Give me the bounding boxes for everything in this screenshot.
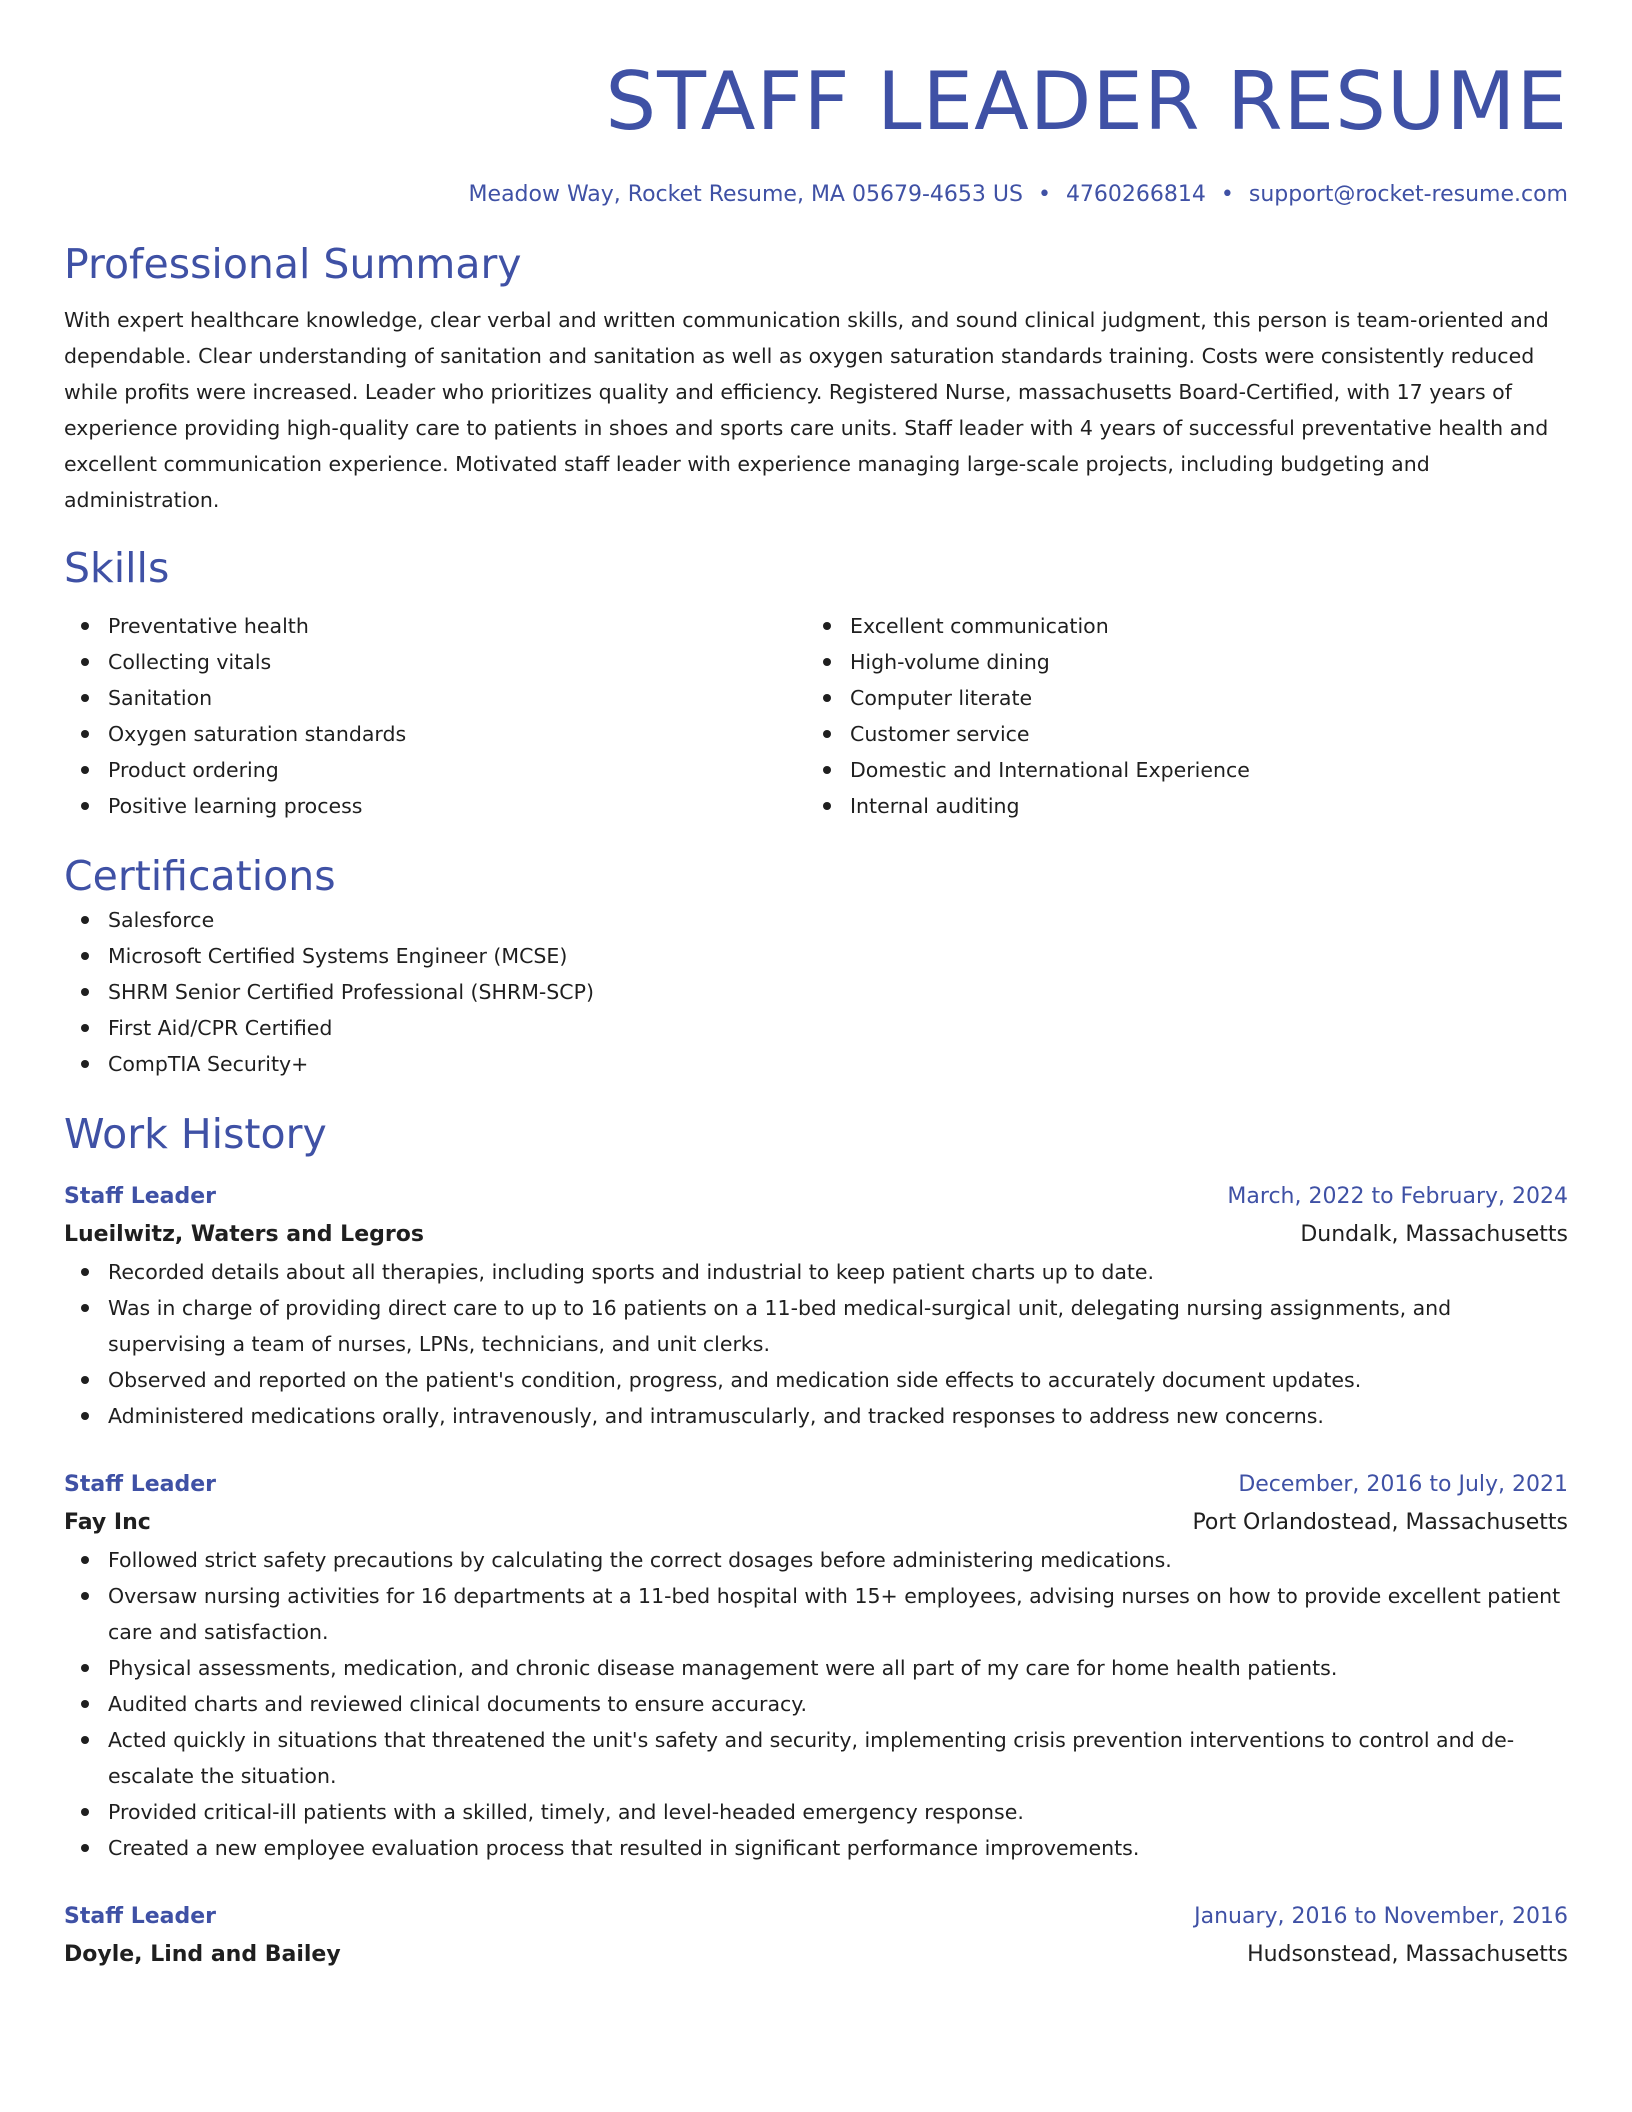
contact-line xyxy=(64,180,1568,210)
bullet-dot-icon xyxy=(81,1664,89,1672)
list-item-text: Followed strict safety precautions by calculating the correct dosages before administering medications. xyxy=(108,1548,1172,1572)
job-title: Staff Leader xyxy=(64,1184,216,1209)
bullet-dot-icon xyxy=(81,1412,89,1420)
list-item-text: Oversaw nursing activities for 16 departments at a 11-bed hospital with 15+ employees, advising nurses on how to provide excellent patient care and satisfaction. xyxy=(108,1584,1561,1644)
list-item-text: Audited charts and reviewed clinical documents to ensure accuracy. xyxy=(108,1692,808,1716)
bullet-dot-icon xyxy=(81,952,89,960)
jobs-container xyxy=(64,1178,1568,1974)
list-item xyxy=(64,788,806,824)
bullet-dot-icon xyxy=(81,1700,89,1708)
list-item xyxy=(806,716,1548,752)
job-duty-item xyxy=(64,1578,1568,1650)
list-item xyxy=(64,680,806,716)
skills-list-left xyxy=(64,608,806,824)
list-item-text: Provided critical-ill patients with a skilled, timely, and level-headed emergency response. xyxy=(108,1800,1024,1824)
list-item xyxy=(806,644,1548,680)
bullet-dot-icon xyxy=(81,658,89,666)
job-company-row xyxy=(64,1936,1568,1974)
list-item-text: CompTIA Security+ xyxy=(108,1052,309,1076)
list-item-text: High-volume dining xyxy=(850,650,1050,674)
section-title-certifications: Certifications xyxy=(64,852,336,900)
job-entry xyxy=(64,1898,1568,1974)
list-item xyxy=(64,752,806,788)
job-duty-item xyxy=(64,1650,1568,1686)
bullet-dot-icon xyxy=(81,1556,89,1564)
certifications-section xyxy=(64,850,1568,1082)
bullet-dot-icon xyxy=(81,1844,89,1852)
list-item-text: Created a new employee evaluation process that resulted in significant performance improvements. xyxy=(108,1836,1140,1860)
job-location: Dundalk, Massachusetts xyxy=(1300,1222,1568,1247)
job-title-row xyxy=(64,1466,1568,1504)
list-item-text: Collecting vitals xyxy=(108,650,272,674)
bullet-dot-icon xyxy=(81,1268,89,1276)
bullet-dot-icon xyxy=(81,1736,89,1744)
list-item xyxy=(64,1046,1568,1082)
bullet-dot-icon xyxy=(81,1592,89,1600)
job-duty-item xyxy=(64,1794,1568,1830)
list-item-text: First Aid/CPR Certified xyxy=(108,1016,333,1040)
bullet-dot-icon xyxy=(81,802,89,810)
bullet-dot-icon xyxy=(81,916,89,924)
job-dates: January, 2016 to November, 2016 xyxy=(1194,1904,1568,1929)
list-item xyxy=(806,752,1548,788)
job-company: Doyle, Lind and Bailey xyxy=(64,1942,341,1967)
contact-separator: • xyxy=(1037,182,1051,207)
bullet-dot-icon xyxy=(81,1376,89,1384)
bullet-dot-icon xyxy=(823,694,831,702)
contact-address: Meadow Way, Rocket Resume, MA 05679-4653 US xyxy=(468,182,1023,207)
list-item xyxy=(806,788,1548,824)
list-item xyxy=(64,644,806,680)
section-title-summary: Professional Summary xyxy=(64,240,522,288)
bullet-dot-icon xyxy=(81,730,89,738)
job-company: Lueilwitz, Waters and Legros xyxy=(64,1222,424,1247)
bullet-dot-icon xyxy=(823,730,831,738)
list-item xyxy=(806,680,1548,716)
job-duty-item xyxy=(64,1398,1568,1434)
job-duty-item xyxy=(64,1362,1568,1398)
job-title-row xyxy=(64,1178,1568,1216)
list-item xyxy=(64,608,806,644)
list-item-text: Observed and reported on the patient's condition, progress, and medication side effects to accurately document updates. xyxy=(108,1368,1362,1392)
job-duty-item xyxy=(64,1290,1568,1362)
list-item-text: Salesforce xyxy=(108,908,215,932)
bullet-dot-icon xyxy=(81,988,89,996)
bullet-dot-icon xyxy=(823,802,831,810)
summary-section xyxy=(64,238,1568,518)
bullet-dot-icon xyxy=(823,658,831,666)
job-dates: March, 2022 to February, 2024 xyxy=(1227,1184,1568,1209)
job-location: Hudsonstead, Massachusetts xyxy=(1247,1942,1568,1967)
list-item-text: Was in charge of providing direct care to up to 16 patients on a 11-bed medical-surgical unit, delegating nursing assignments, and supervising a team of nurses, LPNs, technicians, and unit clerks. xyxy=(108,1296,1452,1356)
section-title-work-history: Work History xyxy=(64,1110,327,1158)
bullet-dot-icon xyxy=(81,1304,89,1312)
job-entry xyxy=(64,1178,1568,1434)
resume-header xyxy=(64,0,1568,210)
summary-text: With expert healthcare knowledge, clear verbal and written communication skills, and sound clinical judgment, this person is team-oriented and dependable. Clear understanding of sanitation and sanitation as well as oxygen saturation standards training. Costs were consistently reduced while profits were increased. Leader who prioritizes quality and efficiency. Registered Nurse, massachusetts Board-Certified, with 17 years of experience providing high-quality care to patients in shoes and sports care units. Staff leader with 4 years of successful preventative health and excellent communication experience. Motivated staff leader with experience managing large-scale projects, including budgeting and administration. xyxy=(64,308,1549,512)
bullet-dot-icon xyxy=(81,622,89,630)
list-item-text: SHRM Senior Certified Professional (SHRM-SCP) xyxy=(108,980,594,1004)
section-title-skills: Skills xyxy=(64,544,170,592)
job-company: Fay Inc xyxy=(64,1510,151,1535)
bullet-dot-icon xyxy=(81,694,89,702)
list-item-text: Computer literate xyxy=(850,686,1033,710)
bullet-dot-icon xyxy=(81,1024,89,1032)
job-duties-list xyxy=(64,1542,1568,1866)
job-duty-item xyxy=(64,1254,1568,1290)
contact-separator: • xyxy=(1220,182,1234,207)
list-item-text: Domestic and International Experience xyxy=(850,758,1250,782)
job-title: Staff Leader xyxy=(64,1472,216,1497)
work-history-section xyxy=(64,1108,1568,1974)
resume-name: STAFF LEADER RESUME xyxy=(605,55,1568,148)
list-item-text: Customer service xyxy=(850,722,1030,746)
skills-list-right xyxy=(806,608,1548,824)
skills-grid xyxy=(64,608,1568,824)
list-item-text: Positive learning process xyxy=(108,794,363,818)
bullet-dot-icon xyxy=(81,1060,89,1068)
job-location: Port Orlandostead, Massachusetts xyxy=(1192,1510,1568,1535)
list-item-text: Product ordering xyxy=(108,758,279,782)
job-duty-item xyxy=(64,1542,1568,1578)
list-item-text: Microsoft Certified Systems Engineer (MCSE) xyxy=(108,944,568,968)
job-title: Staff Leader xyxy=(64,1904,216,1929)
list-item xyxy=(64,716,806,752)
bullet-dot-icon xyxy=(823,766,831,774)
list-item-text: Physical assessments, medication, and chronic disease management were all part of my care for home health patients. xyxy=(108,1656,1338,1680)
skills-section xyxy=(64,542,1568,824)
list-item-text: Oxygen saturation standards xyxy=(108,722,407,746)
list-item-text: Administered medications orally, intravenously, and intramuscularly, and tracked responses to address new concerns. xyxy=(108,1404,1324,1428)
contact-email[interactable]: support@rocket-resume.com xyxy=(1248,182,1568,207)
bullet-dot-icon xyxy=(823,622,831,630)
list-item xyxy=(64,974,1568,1010)
job-title-row xyxy=(64,1898,1568,1936)
job-duty-item xyxy=(64,1830,1568,1866)
list-item-text: Sanitation xyxy=(108,686,213,710)
job-entry xyxy=(64,1466,1568,1866)
job-duties-list xyxy=(64,1254,1568,1434)
job-dates: December, 2016 to July, 2021 xyxy=(1238,1472,1568,1497)
list-item-text: Preventative health xyxy=(108,614,309,638)
list-item xyxy=(64,938,1568,974)
bullet-dot-icon xyxy=(81,1808,89,1816)
job-company-row xyxy=(64,1216,1568,1254)
list-item-text: Internal auditing xyxy=(850,794,1020,818)
list-item xyxy=(806,608,1548,644)
list-item xyxy=(64,1010,1568,1046)
list-item xyxy=(64,902,1568,938)
list-item-text: Recorded details about all therapies, including sports and industrial to keep patient charts up to date. xyxy=(108,1260,1155,1284)
contact-phone: 4760266814 xyxy=(1065,182,1206,207)
job-duty-item xyxy=(64,1686,1568,1722)
job-company-row xyxy=(64,1504,1568,1542)
certifications-list xyxy=(64,902,1568,1082)
list-item-text: Excellent communication xyxy=(850,614,1109,638)
job-duty-item xyxy=(64,1722,1568,1794)
bullet-dot-icon xyxy=(81,766,89,774)
list-item-text: Acted quickly in situations that threatened the unit's safety and security, implementing crisis prevention interventions to control and de-escalate the situation. xyxy=(108,1728,1515,1788)
